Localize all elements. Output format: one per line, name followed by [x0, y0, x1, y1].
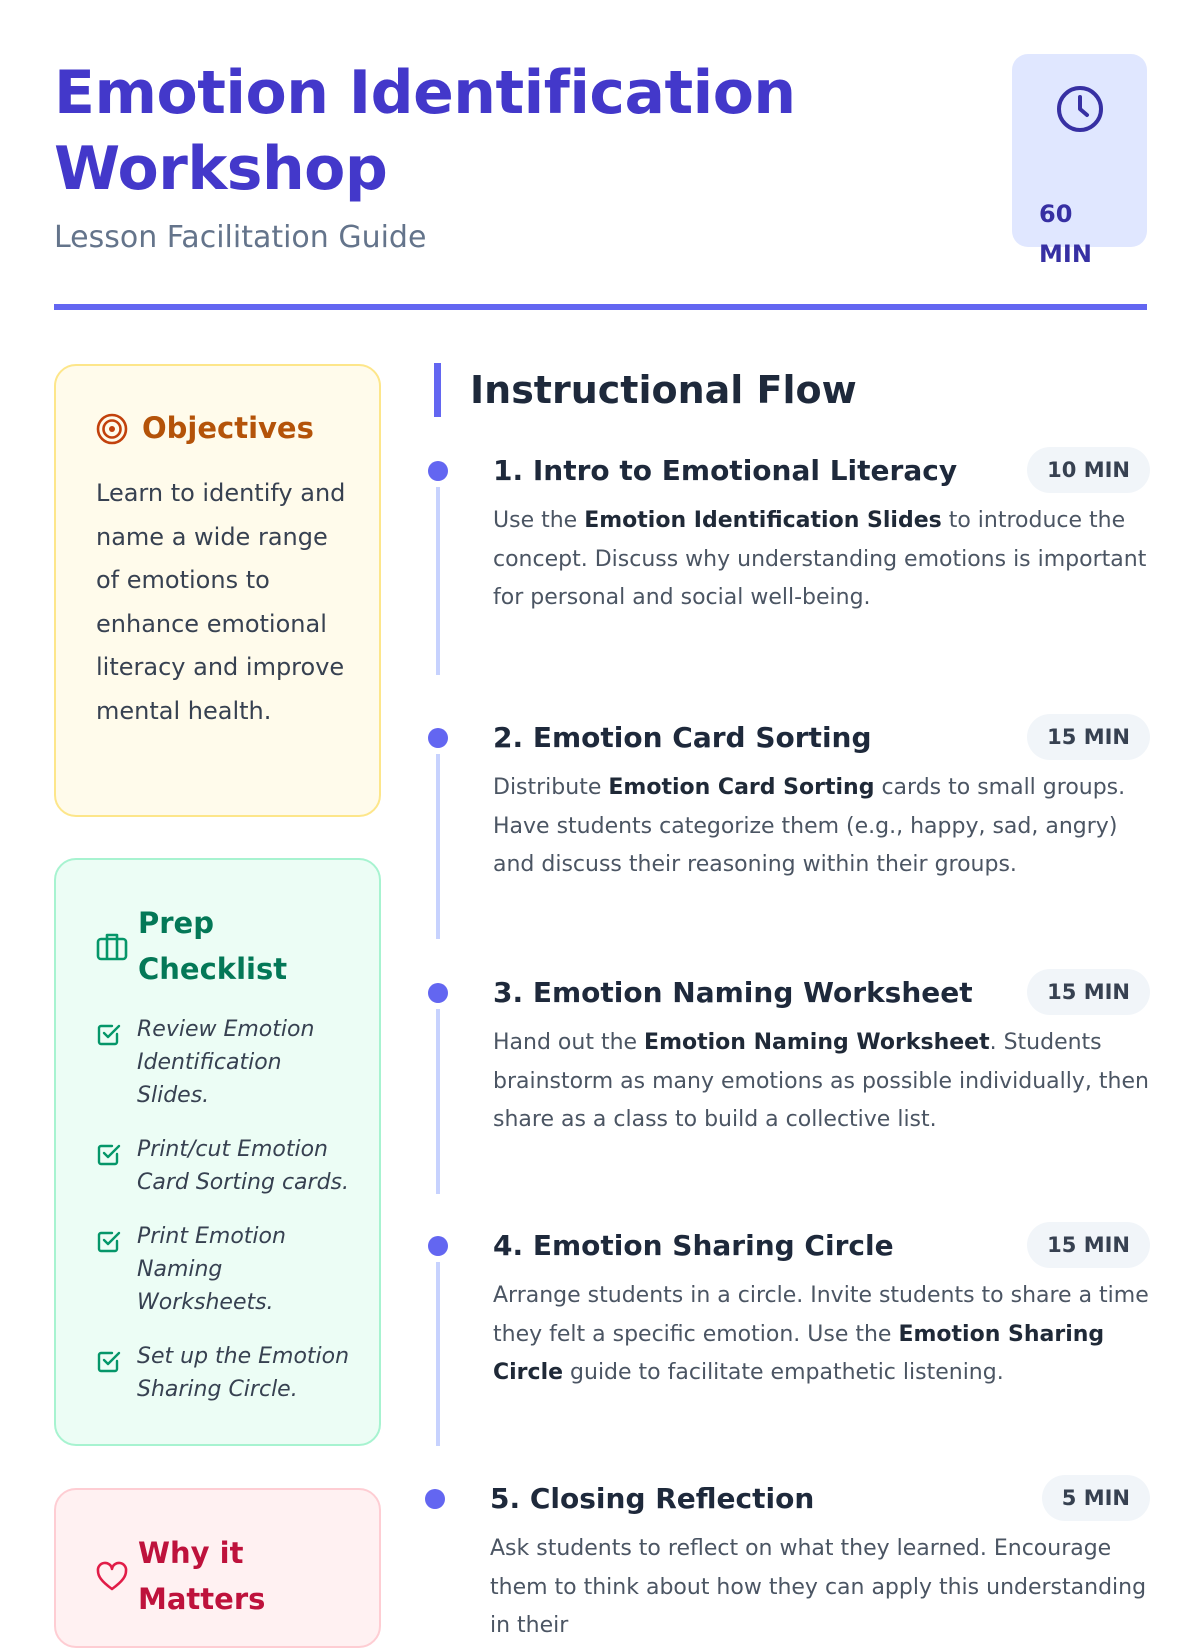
timeline-dot: [428, 461, 448, 481]
flow-step: [420, 445, 1150, 675]
timeline-line: [436, 754, 440, 939]
timeline-dot: [428, 983, 448, 1003]
checklist-item-text: Set up the Emotion Sharing Circle.: [137, 1344, 350, 1402]
timeline-dot: [428, 1236, 448, 1256]
step-title: 3. Emotion Naming Worksheet: [493, 976, 973, 1009]
step-title: 5. Closing Reflection: [490, 1482, 815, 1515]
prep-checklist-heading: Prep Checklist: [138, 906, 288, 986]
checklist-item: [96, 1013, 356, 1113]
timeline-dot: [428, 728, 448, 748]
checklist-item-text: Review Emotion Identification Slides.: [137, 1017, 315, 1108]
checkbox-checked-icon: [96, 1021, 122, 1047]
page-title: Emotion Identification Workshop: [54, 58, 796, 204]
clock-icon: [1055, 84, 1105, 134]
flow-step: [420, 1220, 1150, 1450]
step-description: Hand out the Emotion Naming Worksheet. Students brainstorm as many emotions as possible individually, then share as a class to build a collective list.: [493, 1030, 1149, 1132]
step-duration-badge: 15 MIN: [1027, 969, 1150, 1015]
objectives-heading: Objectives: [142, 411, 314, 445]
step-description: Distribute Emotion Card Sorting cards to small groups. Have students categorize them (e.g., happy, sad, angry) and discuss their reasoning within their groups.: [493, 775, 1126, 877]
checklist-item: [96, 1220, 356, 1320]
step-title: 4. Emotion Sharing Circle: [493, 1229, 894, 1262]
briefcase-icon: [95, 930, 129, 964]
checkbox-checked-icon: [96, 1141, 122, 1167]
flow-step: [420, 712, 1150, 942]
timeline-line: [436, 487, 440, 675]
total-duration-unit: MIN: [1039, 240, 1092, 268]
flow-step: [417, 1473, 1150, 1638]
step-description: Arrange students in a circle. Invite students to share a time they felt a specific emotion. Use the Emotion Sharing Circle guide to facilitate empathetic listening.: [493, 1283, 1149, 1385]
timeline-dot: [425, 1489, 445, 1509]
flow-step: [420, 967, 1150, 1197]
flow-title: Instructional Flow: [470, 368, 857, 412]
step-duration-badge: 15 MIN: [1027, 1222, 1150, 1268]
timeline-line: [436, 1009, 440, 1194]
step-description: Ask students to reflect on what they learned. Encourage them to think about how they can apply this understanding in their: [490, 1536, 1147, 1638]
target-icon: [95, 412, 129, 446]
total-duration-value: 60: [1039, 200, 1073, 228]
step-duration-badge: 10 MIN: [1027, 447, 1150, 493]
step-description: Use the Emotion Identification Slides to introduce the concept. Discuss why understanding emotions is important for personal and social well-being.: [493, 508, 1147, 610]
why-it-matters-heading: Why it Matters: [138, 1536, 266, 1616]
step-title: 2. Emotion Card Sorting: [493, 721, 872, 754]
checklist-item: [96, 1133, 356, 1203]
checkbox-checked-icon: [96, 1228, 122, 1254]
step-duration-badge: 15 MIN: [1027, 714, 1150, 760]
checkbox-checked-icon: [96, 1348, 122, 1374]
flow-title-accent: [434, 363, 441, 417]
checklist-item: [96, 1340, 356, 1410]
total-duration-card: [1012, 54, 1147, 268]
checklist-item-text: Print/cut Emotion Card Sorting cards.: [137, 1137, 349, 1195]
header-divider: [54, 304, 1147, 310]
step-duration-badge: 5 MIN: [1042, 1475, 1150, 1521]
objectives-text: Learn to identify and name a wide range of emotions to enhance emotional literacy and improve mental health.: [96, 479, 346, 725]
heart-icon: [95, 1560, 129, 1594]
step-title: 1. Intro to Emotional Literacy: [493, 454, 958, 487]
timeline-line: [436, 1262, 440, 1446]
checklist-item-text: Print Emotion Naming Worksheets.: [137, 1224, 286, 1315]
page-subtitle: Lesson Facilitation Guide: [54, 220, 427, 255]
